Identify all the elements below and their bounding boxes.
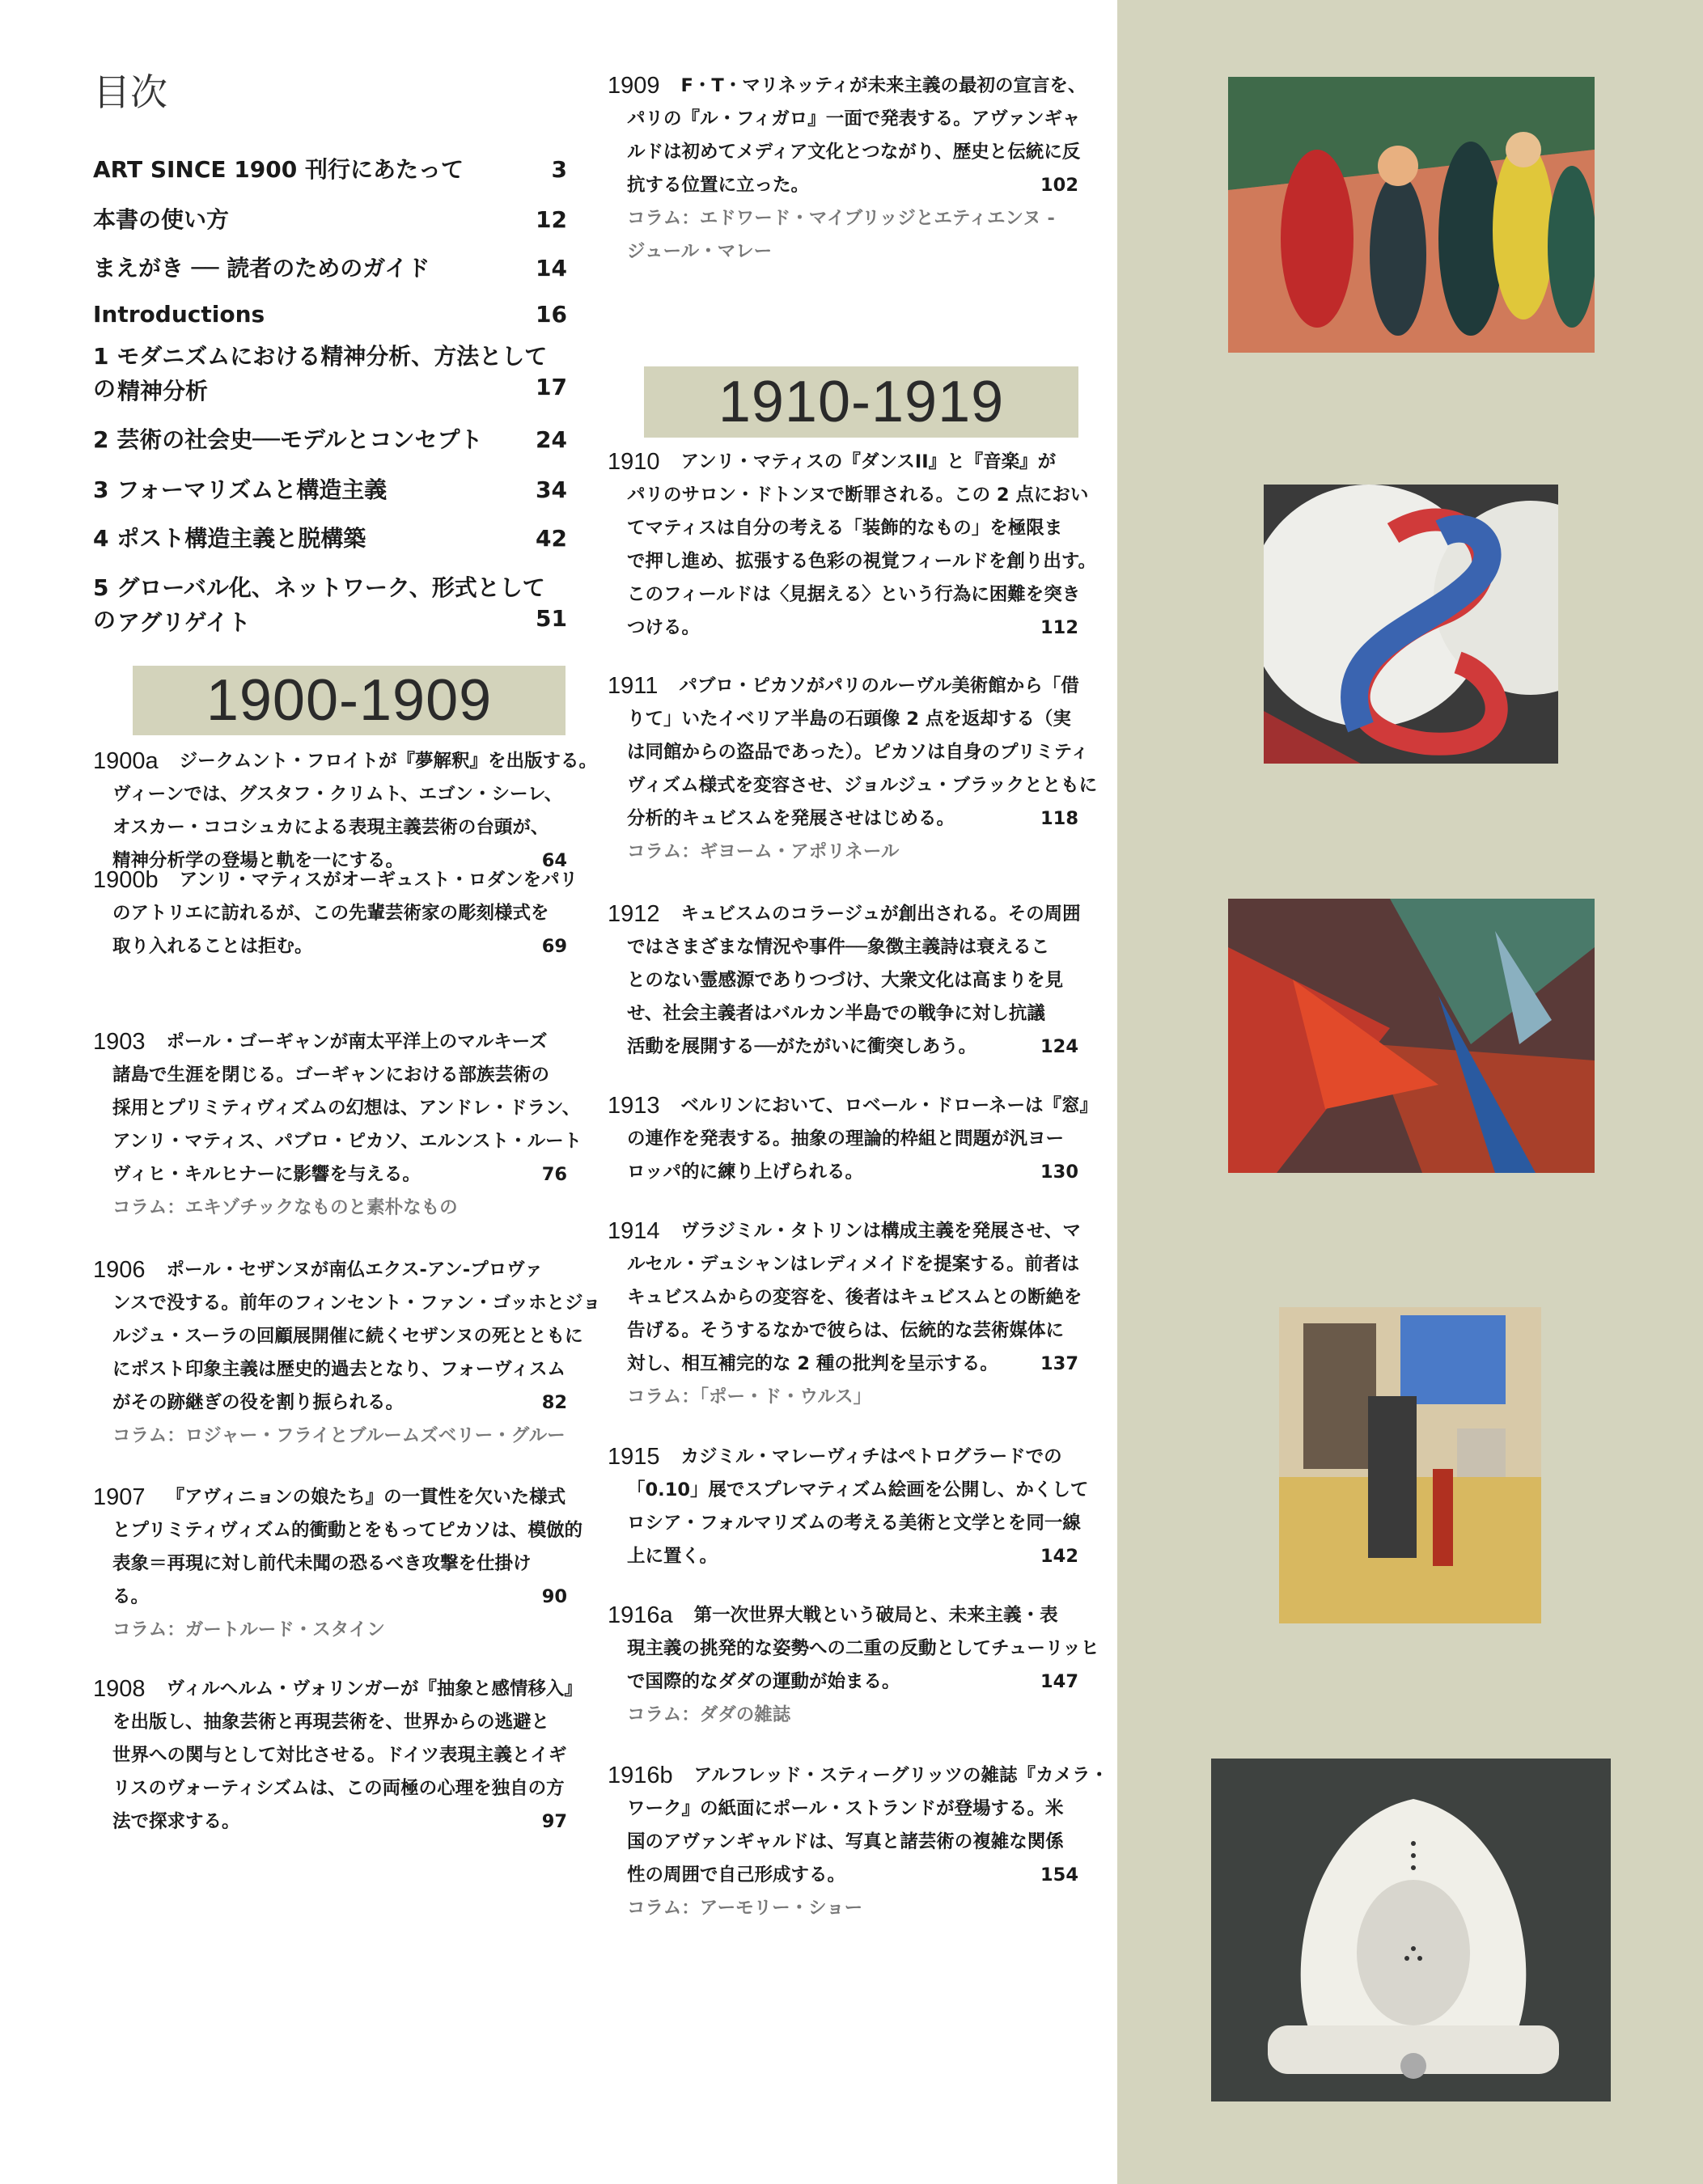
entry-text: てマティスは自分の考える「装飾的なもの」を極限ま [627, 518, 1063, 539]
street-scene-painting[interactable] [1228, 77, 1595, 353]
entry-line [608, 736, 1089, 769]
entry-line [93, 811, 567, 844]
entry-line [608, 1348, 1078, 1381]
entry-text: ではさまざまな情況や事件──象徴主義詩は衰えるこ [627, 937, 1050, 958]
entry-line [608, 670, 1078, 703]
entry-text: 性の周囲で自己形成する。 [627, 1864, 846, 1886]
entry-line [93, 1125, 582, 1158]
toc-item-label: ART SINCE 1900 刊行にあたって [93, 156, 464, 183]
entry-text: を出版し、抽象芸術と再現芸術を、世界からの逃避と [112, 1712, 550, 1733]
entry-text: ンスで没する。前年のフィンセント・ファン・ゴッホとジョ [112, 1293, 601, 1314]
entry-line [608, 1031, 1078, 1064]
entry-text: 世界への関与として対比させる。ドイツ表現主義とイギ [112, 1745, 567, 1766]
entry-line [93, 745, 598, 778]
entry-text: 抗する位置に立った。 [627, 175, 810, 196]
toc-item[interactable] [93, 152, 567, 184]
entry-year: 1903 [93, 1029, 146, 1055]
entry-line [608, 769, 1098, 802]
entry-page-number: 90 [541, 1586, 567, 1607]
entry-page-number: 124 [1040, 1036, 1078, 1057]
entry-line [93, 897, 567, 930]
entry-text: 取り入れることは拒む。 [112, 936, 313, 957]
entry-year: 1906 [93, 1257, 146, 1283]
entry-line [608, 1215, 1081, 1248]
entry-line [608, 1859, 1078, 1892]
entry-page-number: 102 [1040, 175, 1078, 196]
toc-page-number: 42 [536, 525, 567, 552]
toc-item-label: 2 芸術の社会史──モデルとコンセプト [93, 426, 483, 453]
entry-text: キュビスムのコラージュが創出される。その周囲 [680, 904, 1081, 925]
toc-item[interactable] [93, 422, 567, 455]
timeline-entry-1913[interactable] [608, 1090, 1098, 1189]
entry-text: パリのサロン・ドトンヌで断罪される。この 2 点におい [627, 485, 1089, 506]
toc-item-label: 本書の使い方 [93, 206, 230, 233]
entry-line [93, 1158, 567, 1191]
entry-line [93, 1805, 567, 1839]
entry-text: ルジュ・スーラの回顧展開催に続くセザンヌの死とともに [112, 1326, 583, 1347]
toc-page-number: 3 [551, 156, 567, 183]
fauvist-image [1228, 899, 1595, 1173]
entry-column-note[interactable]: コラム：ガートルード・スタイン [112, 1619, 385, 1640]
entry-line [608, 1123, 1078, 1156]
timeline-entry-1910[interactable] [608, 446, 1097, 645]
entry-line [608, 1248, 1078, 1281]
entry-line [93, 1673, 582, 1706]
entry-line [93, 1320, 583, 1353]
toc-page-number: 12 [536, 206, 567, 233]
entry-year: 1910 [608, 449, 660, 475]
entry-line [93, 864, 578, 897]
entry-text: 分析的キュビスムを発展させはじめる。 [627, 808, 955, 829]
entry-text: アンリ・マティスの『ダンスII』と『音楽』が [680, 451, 1057, 472]
entry-column-note[interactable]: コラム：ギヨーム・アポリネール [627, 841, 900, 862]
entry-page-number: 64 [541, 850, 567, 871]
entry-column-note[interactable]: コラム：ロジャー・フライとブルームズベリー・グルー [112, 1425, 566, 1446]
entry-line [608, 512, 1078, 545]
entry-text: 上に置く。 [627, 1546, 718, 1567]
fauvist-animals-painting[interactable] [1228, 899, 1595, 1173]
entry-year: 1916b [608, 1763, 673, 1788]
entry-line [608, 898, 1081, 931]
entry-line [608, 802, 1078, 836]
timeline-entry-1916b[interactable] [608, 1759, 1108, 1925]
fountain-image [1211, 1759, 1611, 2101]
toc-item-continuation[interactable] [117, 605, 567, 637]
timeline-entry-1909[interactable] [608, 70, 1087, 269]
fountain-urinal-photo[interactable] [1211, 1759, 1611, 2101]
entry-year: 1911 [608, 673, 659, 699]
timeline-entry-1916a[interactable] [608, 1599, 1099, 1732]
entry-year: 1908 [93, 1676, 146, 1702]
entry-text: にポスト印象主義は歴史的過去となり、フォーヴィスム [112, 1359, 566, 1380]
entry-text: で国際的なダダの運動が始まる。 [627, 1671, 900, 1692]
entry-line [93, 1481, 567, 1514]
toc-page-number: 34 [536, 476, 567, 503]
entry-text: 表象＝再現に対し前代未聞の恐るべき攻撃を仕掛け [112, 1553, 532, 1574]
entry-text: 現主義の挑発的な姿勢への二重の反動としてチューリッヒ [627, 1638, 1099, 1659]
entry-text: ヴィズム様式を変容させ、ジョルジュ・ブラックとともに [627, 775, 1098, 796]
entry-line [608, 997, 1078, 1031]
entry-year: 1915 [608, 1444, 660, 1470]
entry-text: F・T・マリネッティが未来主義の最初の宣言を、 [680, 75, 1087, 96]
entry-line [93, 1059, 567, 1092]
entry-text: りて」いたイベリア半島の石頭像 2 点を返却する（実 [627, 709, 1071, 730]
entry-text: 法で探求する。 [112, 1811, 240, 1832]
toc-page-number: 16 [536, 301, 567, 328]
entry-line [93, 1287, 601, 1320]
entry-text: とプリミティヴィズム的衝動とをもってピカソは、模倣的 [112, 1520, 582, 1541]
toc-item[interactable] [93, 301, 567, 328]
entry-text: リスのヴォーティシズムは、この両極の心理を独自の方 [112, 1778, 565, 1799]
timeline-entry-1912[interactable] [608, 898, 1081, 1064]
entry-line [608, 1441, 1078, 1474]
entry-year: 1900b [93, 867, 159, 893]
entry-line [608, 1281, 1082, 1314]
entry-line [93, 1254, 567, 1287]
entry-text: つける。 [627, 617, 701, 638]
toc-item-continuation[interactable] [117, 374, 567, 406]
entry-text: 国のアヴァンギャルドは、写真と諸芸術の複雑な関係 [627, 1831, 1064, 1852]
entry-year: 1907 [93, 1484, 146, 1510]
entry-text: このフィールドは〈見据える〉という行為に困難を突き [627, 584, 1081, 605]
entry-line [608, 703, 1078, 736]
timeline-entry-1900b[interactable] [93, 864, 578, 963]
entry-line [93, 930, 567, 963]
entry-year: 1913 [608, 1093, 660, 1119]
entry-text: 諸島で生涯を閉じる。ゴーギャンにおける部族芸術の [112, 1064, 550, 1086]
entry-page-number: 69 [541, 936, 567, 957]
timeline-entry-1908[interactable] [93, 1673, 582, 1839]
entry-text: で押し進め、拡張する色彩の視覚フィールドを創り出す。 [627, 551, 1097, 572]
entry-text: ルセル・デュシャンはレディメイドを提案する。前者は [627, 1254, 1080, 1275]
decade-band-1900 [133, 666, 566, 735]
timeline-entry-1907[interactable] [93, 1481, 582, 1647]
entry-text: 対し、相互補完的な 2 種の批判を呈示する。 [627, 1353, 998, 1374]
entry-line [608, 1759, 1108, 1792]
entry-line [608, 446, 1078, 479]
entry-page-number: 130 [1040, 1162, 1078, 1183]
entry-line [608, 1826, 1078, 1859]
entry-line [608, 103, 1081, 136]
entry-text: ヴィルヘルム・ヴォリンガーが『抽象と感情移入』 [166, 1678, 582, 1699]
entry-text: ロシア・フォルマリズムの考える美術と文学とを同一線 [627, 1513, 1081, 1534]
entry-page-number: 147 [1040, 1671, 1078, 1692]
entry-line [608, 1156, 1078, 1189]
entry-line [608, 1792, 1078, 1826]
cubist-image [1279, 1307, 1541, 1623]
toc-item-label: 1 モダニズムにおける精神分析、方法としての [93, 343, 548, 402]
entry-page-number: 97 [541, 1811, 567, 1832]
entry-text: とのない霊感源でありつづけ、大衆文化は高まりを見 [627, 970, 1064, 991]
toc-title: 目次 [93, 70, 167, 114]
entry-text: ワーク』の紙面にポール・ストランドが登場する。米 [627, 1798, 1064, 1819]
entry-line [608, 1090, 1098, 1123]
entry-text: ポール・ゴーギャンが南太平洋上のマルキーズ [166, 1031, 548, 1052]
entry-text: は同館からの盗品であった）。ピカソは自身のプリミティ [627, 742, 1089, 763]
entry-text: ロッパ的に練り上げられる。 [627, 1162, 864, 1183]
entry-text: ポール・セザンヌが南仏エクス-アン-プロヴァ [166, 1259, 544, 1280]
entry-column-note[interactable]: コラム：ダダの雑誌 [627, 1704, 791, 1725]
entry-line [93, 1581, 567, 1614]
entry-line [608, 931, 1078, 964]
cubist-collage-painting[interactable] [1279, 1307, 1541, 1623]
toc-item-label-cont: アグリゲイト [117, 609, 251, 636]
entry-text: ジークムント・フロイトが『夢解釈』を出版する。 [179, 751, 598, 772]
entry-line [608, 1599, 1078, 1632]
entry-text: る。 [112, 1586, 150, 1607]
entry-line [93, 1547, 567, 1581]
entry-text: 精神分析学の登場と軌を一にする。 [112, 850, 405, 871]
entry-line [93, 778, 567, 811]
entry-text: 第一次世界大戦という破局と、未来主義・表 [693, 1605, 1058, 1626]
timeline-entry-1906[interactable] [93, 1254, 601, 1453]
entry-line [608, 1314, 1078, 1348]
entry-line [93, 1514, 582, 1547]
entry-page-number: 82 [541, 1392, 567, 1413]
entry-text: 告げる。そうするなかで彼らは、伝統的な芸術媒体に [627, 1320, 1065, 1341]
toc-item[interactable] [93, 521, 567, 553]
entry-text: アルフレッド・スティーグリッツの雑誌『カメラ・ [693, 1765, 1108, 1786]
entry-line [93, 1386, 567, 1420]
entry-text: のアトリエに訪れるが、この先輩芸術家の彫刻様式を [112, 903, 549, 924]
street-scene-image [1228, 77, 1595, 353]
entry-line [608, 70, 1087, 103]
entry-text: カジミル・マレーヴィチはペトログラードでの [680, 1446, 1062, 1467]
entry-column-note[interactable]: コラム：アーモリー・ショー [627, 1898, 863, 1919]
decade-title: 1910-1919 [718, 370, 1005, 434]
entry-text: パリの『ル・フィガロ』一面で発表する。アヴァンギャ [627, 108, 1081, 129]
entry-line [93, 1739, 567, 1772]
toc-item-label: Introductions [93, 301, 265, 328]
entry-page-number: 154 [1040, 1864, 1078, 1886]
entry-line [608, 1632, 1099, 1666]
entry-text: ルドは初めてメディア文化とつながり、歴史と伝統に反 [627, 142, 1081, 163]
entry-column-note[interactable]: コラム：エキゾチックなものと素朴なもの [112, 1197, 458, 1218]
entry-page-number: 142 [1040, 1546, 1078, 1567]
entry-line [93, 1026, 567, 1059]
entry-text: キュビスムからの変容を、後者はキュビスムとの断絶を [627, 1287, 1082, 1308]
entry-line [93, 1353, 567, 1386]
entry-text: ベルリンにおいて、ロベール・ドローネーは『窓』 [680, 1095, 1098, 1116]
entry-text: 『アヴィニョンの娘たち』の一貫性を欠いた様式 [166, 1487, 566, 1508]
entry-year: 1914 [608, 1218, 660, 1244]
toc-page-number: 51 [536, 605, 567, 632]
timeline-entry-1914[interactable] [608, 1215, 1082, 1414]
toc-page-number: 24 [536, 426, 567, 453]
entry-text: ヴィヒ・キルヒナーに影響を与える。 [112, 1164, 421, 1185]
entry-line [93, 1092, 581, 1125]
entry-page-number: 118 [1040, 808, 1078, 829]
entry-text: ヴィーンでは、グスタフ・クリムト、エゴン・シーレ、 [112, 784, 563, 805]
toc-item-label: 5 グローバル化、ネットワーク、形式としての [93, 574, 545, 633]
toc-item[interactable] [93, 202, 567, 235]
entry-line [608, 1507, 1081, 1540]
entry-column-note[interactable]: コラム：「ポー・ド・ウルス」 [627, 1386, 872, 1407]
entry-text: がその跡継ぎの役を割り振られる。 [112, 1392, 405, 1413]
timeline-entry-1915[interactable] [608, 1441, 1089, 1573]
entry-line [608, 479, 1089, 512]
entry-text: ヴラジミル・タトリンは構成主義を発展させ、マ [680, 1221, 1081, 1242]
entry-text: パブロ・ピカソがパリのルーヴル美術館から「借 [679, 675, 1079, 696]
entry-line [93, 1772, 567, 1805]
toc-page-number: 17 [536, 374, 567, 400]
toc-item[interactable] [93, 251, 567, 283]
entry-line [93, 1706, 567, 1739]
entry-page-number: 76 [541, 1164, 567, 1185]
entry-text: オスカー・ココシュカによる表現主義芸術の台頭が、 [112, 817, 549, 838]
entry-line [608, 964, 1078, 997]
entry-text: せ、社会主義者はバルカン半島での戦争に対し抗議 [627, 1003, 1045, 1024]
decade-title: 1900-1909 [205, 668, 493, 733]
toc-page-number: 14 [536, 255, 567, 281]
toc-item-label-cont: 精神分析 [117, 378, 209, 404]
timeline-entry-1911[interactable] [608, 670, 1098, 869]
entry-text: アンリ・マティスがオーギュスト・ロダンをパリ [179, 870, 578, 891]
entry-page-number: 137 [1040, 1353, 1078, 1374]
entry-line [608, 578, 1081, 612]
entry-text: 活動を展開する──がたがいに衝突しあう。 [627, 1036, 977, 1057]
decade-band-1910 [644, 366, 1078, 438]
abstract-image [1264, 485, 1558, 764]
toc-item-label: 3 フォーマリズムと構造主義 [93, 476, 388, 503]
entry-text: 採用とプリミティヴィズムの幻想は、アンドレ・ドラン、 [112, 1098, 581, 1119]
abstract-red-blue-painting[interactable] [1264, 485, 1558, 764]
toc-item[interactable] [93, 472, 567, 505]
entry-text: の連作を発表する。抽象の理論的枠組と問題が汎ヨー [627, 1128, 1065, 1149]
entry-text: 「0.10」展でスプレマティズム絵画を公開し、かくして [627, 1479, 1089, 1500]
entry-line [608, 1540, 1078, 1573]
entry-year: 1916a [608, 1602, 673, 1628]
entry-year: 1909 [608, 73, 660, 99]
entry-year: 1912 [608, 901, 660, 927]
toc-item-label: 4 ポスト構造主義と脱構築 [93, 525, 366, 552]
entry-line [608, 612, 1078, 645]
entry-line [608, 1474, 1089, 1507]
entry-line [608, 136, 1081, 169]
timeline-entry-1903[interactable] [93, 1026, 582, 1225]
entry-line [608, 1666, 1078, 1699]
entry-year: 1900a [93, 748, 159, 774]
entry-column-note[interactable]: コラム：エドワード・マイブリッジとエティエンヌ - ジュール・マレー [627, 208, 1055, 262]
entry-page-number: 112 [1040, 617, 1078, 638]
entry-line [608, 545, 1097, 578]
toc-item-label: まえがき ── 読者のためのガイド [93, 255, 430, 281]
entry-line [608, 169, 1078, 202]
timeline-entry-1900a[interactable] [93, 745, 598, 878]
entry-text: アンリ・マティス、パブロ・ピカソ、エルンスト・ルート [112, 1131, 582, 1152]
